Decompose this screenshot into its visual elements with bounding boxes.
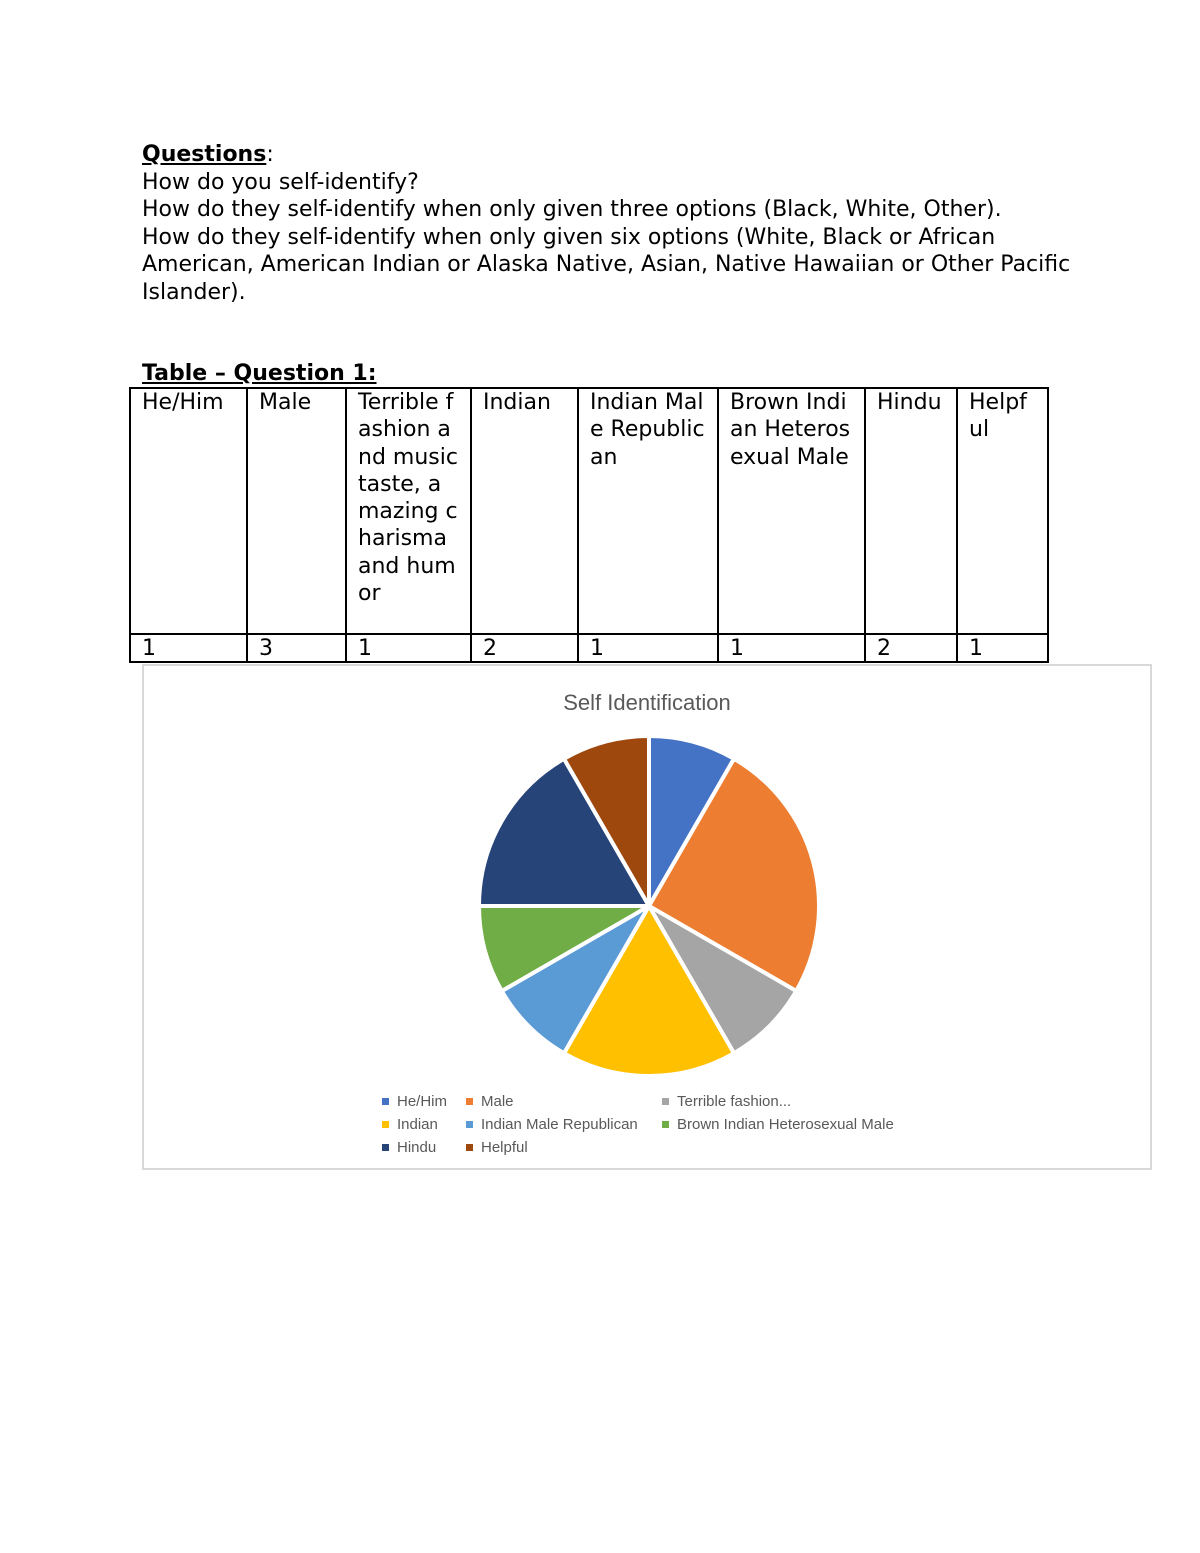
legend-row <box>382 1136 942 1159</box>
legend-swatch <box>382 1121 389 1128</box>
legend-item <box>382 1116 466 1133</box>
table-value-cell: 3 <box>247 634 346 662</box>
table-value-cell: 1 <box>578 634 718 662</box>
table-value-row <box>130 634 1048 662</box>
table-header-cell: Male <box>247 388 346 634</box>
legend-label: Indian Male Republican <box>481 1116 638 1133</box>
legend-swatch <box>466 1098 473 1105</box>
legend-item <box>466 1116 662 1133</box>
question-1: How do you self-identify? <box>142 169 419 195</box>
question-1-table <box>129 387 1049 663</box>
table-value-cell: 2 <box>471 634 578 662</box>
legend-row <box>382 1113 942 1136</box>
questions-section <box>142 141 1072 306</box>
table-header-cell: Indian <box>471 388 578 634</box>
table-header-row <box>130 388 1048 634</box>
table-header-cell: Hindu <box>865 388 957 634</box>
table-value-cell: 1 <box>718 634 865 662</box>
legend-row <box>382 1090 942 1113</box>
table-value-cell: 1 <box>130 634 247 662</box>
table-header-cell: He/Him <box>130 388 247 634</box>
questions-heading: Questions <box>142 142 267 167</box>
legend-item <box>662 1093 791 1110</box>
question-3: How do they self-identify when only given six options (White, Black or African American, American Indian or Alaska Native, Asian, Native Hawaiian or Other Pacific Islander). <box>142 224 1071 305</box>
chart-legend <box>382 1090 942 1159</box>
legend-swatch <box>662 1121 669 1128</box>
legend-label: Brown Indian Heterosexual Male <box>677 1116 894 1133</box>
legend-label: Indian <box>397 1116 438 1133</box>
legend-swatch <box>466 1121 473 1128</box>
legend-label: He/Him <box>397 1093 448 1110</box>
table-header-cell: Helpful <box>957 388 1048 634</box>
legend-label: Helpful <box>481 1139 528 1156</box>
table-value-cell: 1 <box>346 634 471 662</box>
legend-item <box>662 1116 894 1133</box>
table-title: Table – Question 1: <box>142 361 377 386</box>
legend-label: Terrible fashion... <box>677 1093 792 1110</box>
table-header-cell: Terrible fashion and music taste, amazing charisma and humor <box>346 388 471 634</box>
table-header-cell: Brown Indian Heterosexual Male <box>718 388 865 634</box>
table-value-cell: 2 <box>865 634 957 662</box>
legend-swatch <box>466 1144 473 1151</box>
legend-swatch <box>382 1144 389 1151</box>
legend-item <box>466 1093 662 1110</box>
legend-swatch <box>382 1098 389 1105</box>
chart-title: Self Identification <box>563 690 731 715</box>
table-value-cell: 1 <box>957 634 1048 662</box>
legend-item <box>466 1139 662 1156</box>
question-2: How do they self-identify when only given three options (Black, White, Other). <box>142 197 1002 222</box>
questions-heading-suffix: : <box>266 142 274 167</box>
legend-item <box>382 1139 466 1156</box>
legend-item <box>382 1093 466 1110</box>
legend-label: Male <box>481 1093 514 1110</box>
pie-chart-box[interactable] <box>142 664 1152 1170</box>
legend-swatch <box>662 1098 669 1105</box>
questions-heading-line <box>142 141 1072 169</box>
legend-label: Hindu <box>397 1139 437 1156</box>
table-header-cell: Indian Male Republican <box>578 388 718 634</box>
